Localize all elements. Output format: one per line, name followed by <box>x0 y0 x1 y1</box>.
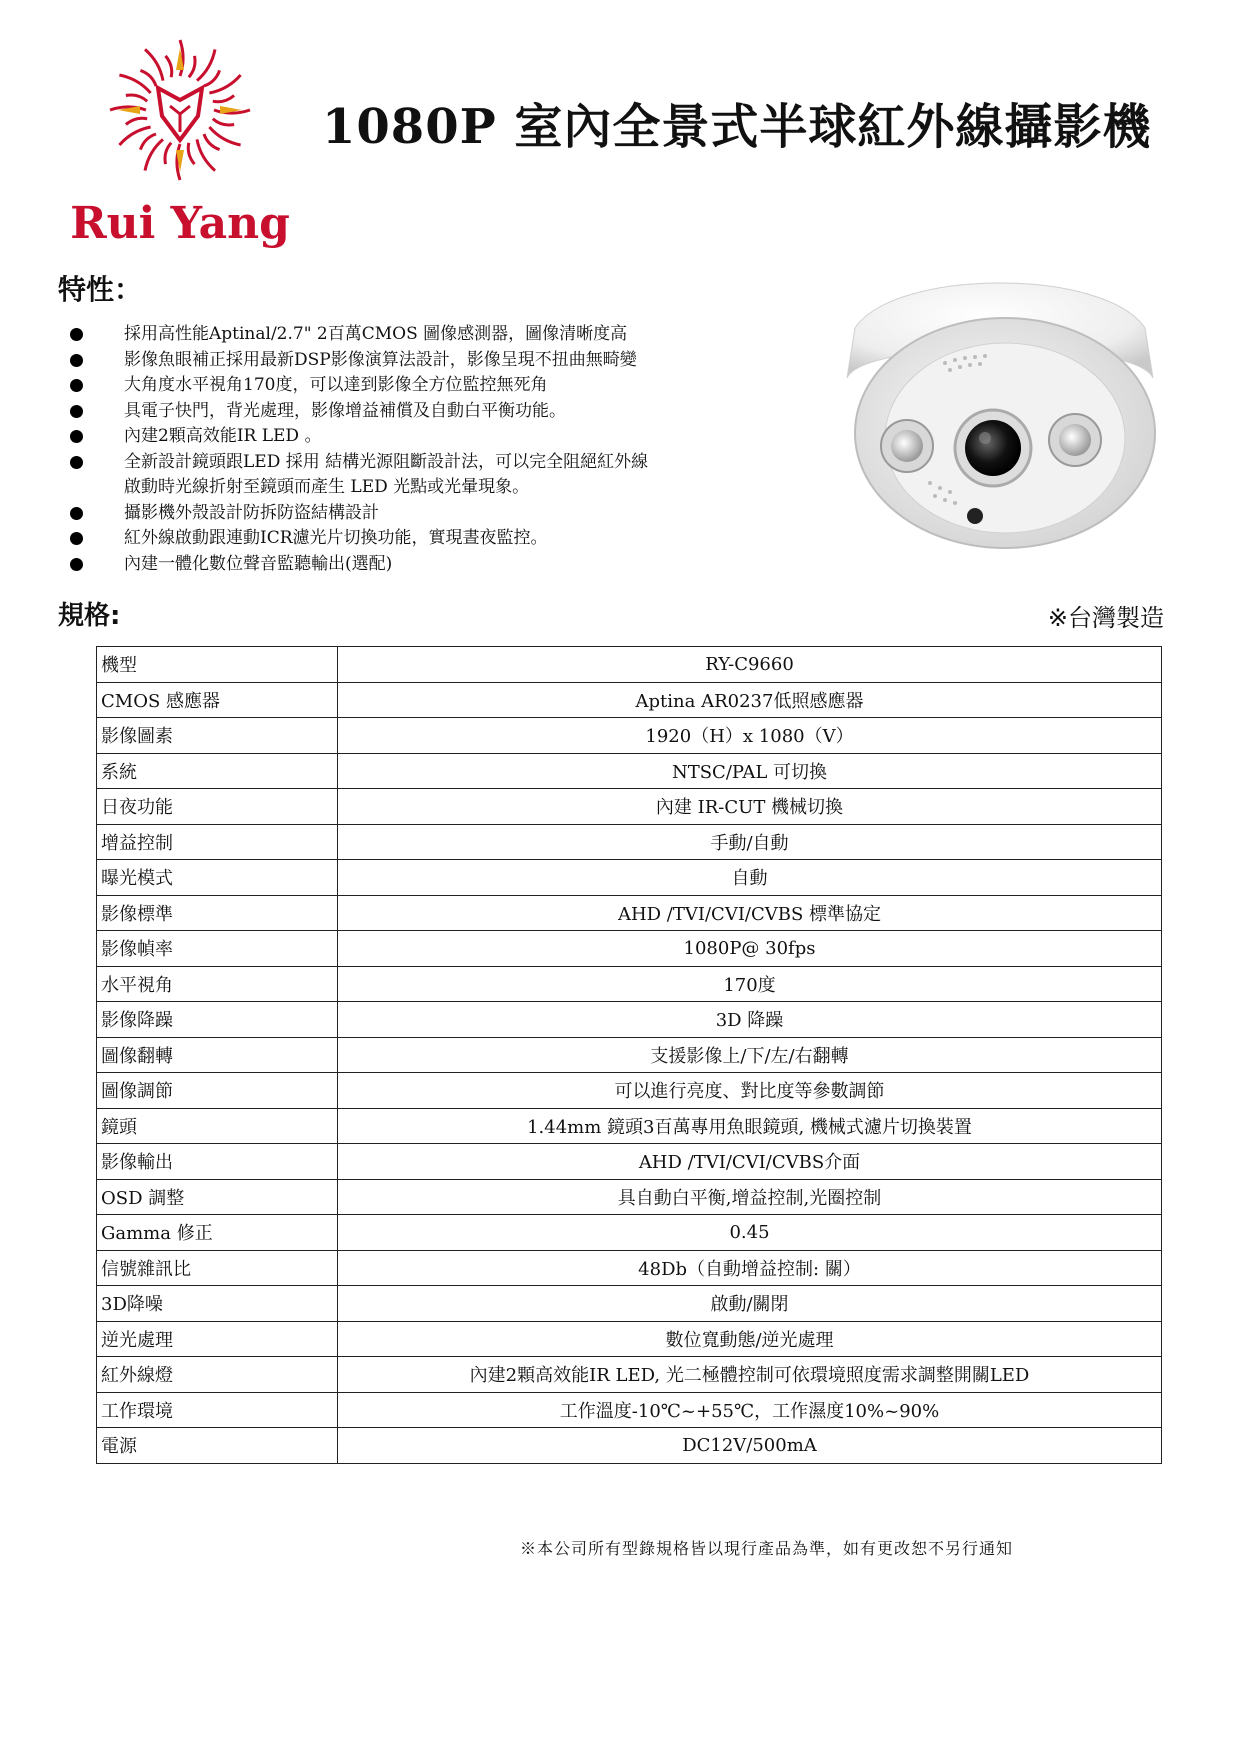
spec-key: 水平視角 <box>97 966 338 1002</box>
page-title: 1080P 室內全景式半球紅外線攝影機 <box>322 99 1152 155</box>
feature-item: 全新設計鏡頭跟LED 採用 結構光源阻斷設計法，可以完全阻絕紅外線 啟動時光線折射至鏡頭而產生 LED 光點或光暈現象。 <box>70 450 824 501</box>
spec-value: 自動 <box>338 860 1162 896</box>
feature-item: 具電子快門，背光處理，影像增益補償及自動白平衡功能。 <box>70 399 824 425</box>
made-in-taiwan-label: ※台灣製造 <box>1047 604 1164 632</box>
table-row <box>97 1321 1162 1357</box>
spec-value: RY-C9660 <box>338 647 1162 683</box>
spec-value: 48Db（自動增益控制: 關） <box>338 1250 1162 1286</box>
table-row <box>97 1002 1162 1038</box>
spec-key: 系統 <box>97 753 338 789</box>
spec-value: 具自動白平衡,增益控制,光圈控制 <box>338 1179 1162 1215</box>
bullet-icon <box>70 507 83 520</box>
spec-value: 手動/自動 <box>338 824 1162 860</box>
table-row <box>97 895 1162 931</box>
dome-camera-image <box>835 268 1165 558</box>
spec-key: 逆光處理 <box>97 1321 338 1357</box>
spec-value: 1080P@ 30fps <box>338 931 1162 967</box>
spec-key: 電源 <box>97 1428 338 1464</box>
disclaimer-footnote: ※本公司所有型錄規格皆以現行產品為準，如有更改恕不另行通知 <box>520 1539 1014 1558</box>
spec-key: 影像圖素 <box>97 718 338 754</box>
bullet-icon <box>70 379 83 392</box>
spec-value: NTSC/PAL 可切換 <box>338 753 1162 789</box>
table-row <box>97 1179 1162 1215</box>
features-list <box>70 322 824 577</box>
table-row <box>97 1073 1162 1109</box>
feature-item: 內建2顆高效能IR LED 。 <box>70 424 824 450</box>
spec-value: 數位寬動態/逆光處理 <box>338 1321 1162 1357</box>
feature-item: 紅外線啟動跟連動ICR濾光片切換功能，實現晝夜監控。 <box>70 526 824 552</box>
bullet-icon <box>70 354 83 367</box>
company-logo <box>70 30 290 250</box>
table-row <box>97 753 1162 789</box>
feature-item: 大角度水平視角170度，可以達到影像全方位監控無死角 <box>70 373 824 399</box>
table-row <box>97 860 1162 896</box>
sun-lion-logo-icon <box>100 30 260 190</box>
bullet-icon <box>70 430 83 443</box>
feature-item: 採用高性能Aptinal/2.7" 2百萬CMOS 圖像感測器，圖像清晰度高 <box>70 322 824 348</box>
table-row <box>97 1357 1162 1393</box>
table-row <box>97 1250 1162 1286</box>
spec-key: 影像幀率 <box>97 931 338 967</box>
spec-value: 0.45 <box>338 1215 1162 1251</box>
bullet-icon <box>70 558 83 571</box>
spec-key: 3D降噪 <box>97 1286 338 1322</box>
table-row <box>97 824 1162 860</box>
spec-value: 可以進行亮度、對比度等參數調節 <box>338 1073 1162 1109</box>
table-row <box>97 966 1162 1002</box>
spec-key: 影像輸出 <box>97 1144 338 1180</box>
spec-value: Aptina AR0237低照感應器 <box>338 682 1162 718</box>
spec-value: 1920（H）x 1080（V） <box>338 718 1162 754</box>
spec-key: 圖像調節 <box>97 1073 338 1109</box>
spec-key: 曝光模式 <box>97 860 338 896</box>
spec-value: 1.44mm 鏡頭3百萬專用魚眼鏡頭, 機械式濾片切換裝置 <box>338 1108 1162 1144</box>
spec-key: OSD 調整 <box>97 1179 338 1215</box>
feature-item: 攝影機外殼設計防拆防盜結構設計 <box>70 501 824 527</box>
spec-key: 紅外線燈 <box>97 1357 338 1393</box>
spec-value: 內建 IR-CUT 機械切換 <box>338 789 1162 825</box>
spec-value: DC12V/500mA <box>338 1428 1162 1464</box>
brand-name: Rui Yang <box>70 198 290 249</box>
bullet-icon <box>70 456 83 469</box>
spec-key: 日夜功能 <box>97 789 338 825</box>
spec-value: 啟動/關閉 <box>338 1286 1162 1322</box>
spec-value: 170度 <box>338 966 1162 1002</box>
table-row <box>97 1428 1162 1464</box>
spec-key: Gamma 修正 <box>97 1215 338 1251</box>
bullet-icon <box>70 328 83 341</box>
bullet-icon <box>70 405 83 418</box>
table-row <box>97 931 1162 967</box>
spec-value: 內建2顆高效能IR LED, 光二極體控制可依環境照度需求調整開關LED <box>338 1357 1162 1393</box>
spec-key: CMOS 感應器 <box>97 682 338 718</box>
spec-heading: 規格: <box>58 601 121 631</box>
feature-item: 內建一體化數位聲音監聽輸出(選配) <box>70 552 824 578</box>
spec-key: 增益控制 <box>97 824 338 860</box>
table-row <box>97 1144 1162 1180</box>
feature-item-continuation: 啟動時光線折射至鏡頭而產生 LED 光點或光暈現象。 <box>124 477 530 497</box>
features-heading: 特性： <box>58 273 143 306</box>
spec-value: AHD /TVI/CVI/CVBS介面 <box>338 1144 1162 1180</box>
spec-value: 工作溫度-10℃~+55℃，工作濕度10%~90% <box>338 1392 1162 1428</box>
table-row <box>97 1108 1162 1144</box>
spec-key: 圖像翻轉 <box>97 1037 338 1073</box>
spec-value: 3D 降躁 <box>338 1002 1162 1038</box>
spec-key: 影像降躁 <box>97 1002 338 1038</box>
spec-table <box>96 646 1162 1464</box>
table-row <box>97 789 1162 825</box>
table-row <box>97 718 1162 754</box>
table-row <box>97 1392 1162 1428</box>
table-row <box>97 647 1162 683</box>
bullet-icon <box>70 532 83 545</box>
spec-key: 鏡頭 <box>97 1108 338 1144</box>
table-row <box>97 1286 1162 1322</box>
table-row <box>97 1037 1162 1073</box>
feature-item: 影像魚眼補正採用最新DSP影像演算法設計，影像呈現不扭曲無畸變 <box>70 348 824 374</box>
spec-value: AHD /TVI/CVI/CVBS 標準協定 <box>338 895 1162 931</box>
table-row <box>97 1215 1162 1251</box>
spec-key: 影像標準 <box>97 895 338 931</box>
spec-key: 機型 <box>97 647 338 683</box>
spec-key: 工作環境 <box>97 1392 338 1428</box>
spec-value: 支援影像上/下/左/右翻轉 <box>338 1037 1162 1073</box>
spec-key: 信號雜訊比 <box>97 1250 338 1286</box>
table-row <box>97 682 1162 718</box>
